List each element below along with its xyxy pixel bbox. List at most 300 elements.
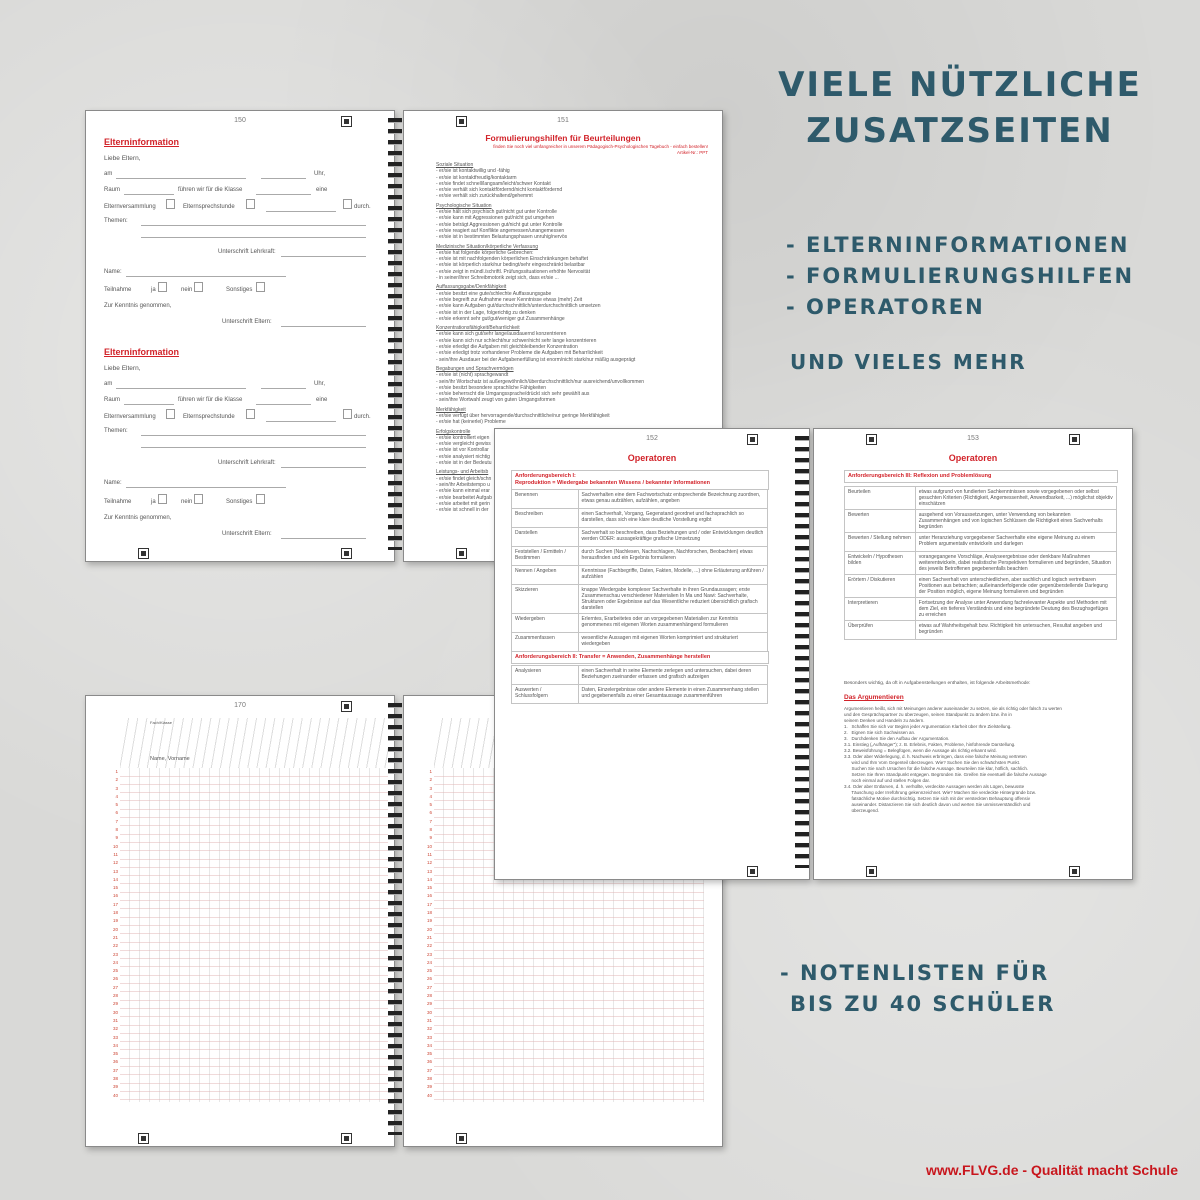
row-numbers (420, 768, 432, 1100)
argument-text (844, 706, 1124, 814)
row-number: 20 (426, 926, 432, 932)
section-title: Anforderungsbereich I: (515, 473, 576, 479)
row-number: 14 (426, 876, 432, 882)
list-item: - er/sie erledigt trotz vorhandener Probleme die Aufgaben mit Beharrlichkeit (436, 350, 603, 357)
table-row (845, 510, 1117, 533)
page-title: Operatoren (948, 453, 998, 463)
row-number: 40 (112, 1092, 118, 1098)
spiral-binding (388, 118, 402, 550)
operator-description: etwas aufgrund von fundierten Sachkenntnissen sowie vorgegebenen oder selbst gesuchten Kriterien (Richtigkeit, Angemessenheit, Anwendbarkeit, ...) möglichst objektiv einschätzen (915, 487, 1116, 510)
qr-code-icon (341, 116, 352, 127)
list-item: - er/sie ist schnell in der (436, 507, 489, 514)
list-item: - er/sie zeigt in mündl./schriftl. Prüfungssituationen erhöhte Nervosität (436, 268, 590, 275)
row-number: 23 (426, 951, 432, 957)
feature-item: - ELTERNINFORMATIONEN (786, 233, 1130, 257)
row-number: 31 (426, 1017, 432, 1023)
operator-description: Fortsetzung der Analyse unter Anwendung fachrelevanter Aspekte und Methoden mit dem Ziel, ein tieferes Verständnis und eine begründete Deutung des Bezughsgefüges zu erreichen (915, 598, 1116, 621)
list-item: - in seiner/ihrer Schreibmotorik zeigt sich, dass er/sie ... (436, 275, 559, 282)
page-170 (85, 695, 395, 1147)
label-ja: ja (151, 287, 156, 293)
section-header (511, 651, 769, 664)
row-number: 18 (112, 910, 118, 916)
label-name: Name: (104, 269, 122, 275)
operator-name: Entwickeln / Hypothesen bilden (845, 552, 916, 575)
text-line: 3.4. Oder aber Entlarven, d. h. verhüllte, verdeckte Aussagen werden als Lügen, bewusste (844, 784, 1025, 789)
qr-code-icon (456, 116, 467, 127)
checkbox[interactable] (194, 494, 203, 504)
operator-description: Sachverhalt so beschreiben, dass Beziehungen und / oder Entwicklungen deutlich werden ODER: aussagekräftige grafische Umsetzung (578, 528, 767, 547)
row-number: 5 (115, 802, 118, 808)
label-durch: durch. (354, 414, 371, 420)
table-row (845, 533, 1117, 552)
operator-name: Beschreiben (512, 509, 579, 528)
list-item: - er/sie verhält sich kontaktfördernd/nicht kontaktfördernd (436, 187, 563, 194)
operator-name: Feststellen / Ermitteln / Bestimmen (512, 547, 579, 566)
operator-description: etwas auf Wahrheitsgehalt bzw. Richtigkeit hin untersuchen, Resultat angeben und begründen (915, 621, 1116, 640)
text-line: 1. Schaffen Sie sich vor Beginn jeder Argumentation Klarheit über Ihre Zielstellung. (844, 724, 1012, 729)
label-themen: Themen: (104, 218, 128, 224)
label-kenntnis: Zur Kenntnis genommen, (104, 515, 172, 521)
row-number: 15 (426, 885, 432, 891)
checkbox[interactable] (194, 282, 203, 292)
row-number: 11 (427, 851, 432, 857)
label-unterschrift-eltern: Unterschrift Eltern: (222, 531, 272, 537)
row-number: 9 (115, 835, 118, 841)
row-number: 7 (429, 818, 432, 824)
label-uhr: Uhr, (314, 381, 326, 387)
note-text: Besonders wichtig, da oft in Aufgabenstellungen enthalten, ist folgende Arbeitsmethode: (844, 681, 1031, 686)
list-item: - sein/ihre Wortwahl zeugt von guten Umgangsformen (436, 397, 556, 404)
list-item: - sein/ihr Wortschatz ist außergewöhnlich/überdurchschnittlich/nur ausreichend/unvollkommen (436, 378, 645, 385)
row-number: 35 (112, 1051, 118, 1057)
list-item: - er/sie kann sich nur schlecht/nur schwer/nicht sehr lange konzentrieren (436, 337, 597, 344)
row-number: 11 (113, 851, 118, 857)
fach-label: Fach/Klasse (150, 720, 173, 725)
list-item: - er/sie bearbeitet Aufgab (436, 494, 492, 501)
list-item: - er/sie findet gleich/schn (436, 475, 492, 482)
table-row (845, 487, 1117, 510)
label-unterschrift-eltern: Unterschrift Eltern: (222, 319, 272, 325)
notenlisten-text (780, 958, 1055, 1020)
label-kenntnis: Zur Kenntnis genommen, (104, 303, 172, 309)
list-item: - er/sie kann einmal erar (436, 488, 490, 495)
list-item: - er/sie beträgt Aggressionen gut/nicht gut unter Kontrolle (436, 221, 563, 228)
section-title: Anforderungsbereich III: Reflexion und Problemlösung (848, 473, 992, 479)
operator-description: Kenntnisse (Fachbegriffe, Daten, Fakten, Modelle, ...) ohne Erläuterung anführen / aufzählen (578, 566, 767, 585)
row-number: 38 (112, 1075, 118, 1081)
page-number: 170 (234, 702, 246, 709)
page-number: 151 (557, 117, 569, 124)
list-item: - er/sie findet schnell/langsam/leicht/schwer Kontakt (436, 180, 551, 187)
list-item: - er/sie kann Aufgaben gut/durchschnittlich/unterdurchschnittlich umsetzen (436, 303, 601, 310)
form-title: Elterninformation (104, 347, 180, 357)
text-line: noch einmal auf und stellen Folgen dar. (844, 778, 931, 783)
row-number: 27 (426, 984, 432, 990)
qr-code-icon (1069, 866, 1080, 877)
label-teilnahme: Teilnahme (104, 287, 132, 293)
row-number: 10 (112, 843, 118, 849)
name-column-header: Name, Vorname (150, 756, 190, 762)
row-number: 29 (426, 1001, 432, 1007)
row-number: 34 (112, 1042, 118, 1048)
list-item: - sein/ihr Arbeitstempo u (436, 481, 490, 488)
label-unterschrift-lehrkraft: Unterschrift Lehrkraft: (218, 460, 276, 466)
row-number: 25 (426, 968, 432, 974)
label-eine: eine (316, 397, 328, 403)
row-number: 22 (112, 943, 118, 949)
list-item: - er/sie ist mit nachfolgenden körperlichen Einschränkungen behaftet (436, 256, 589, 263)
qr-code-icon (747, 434, 758, 445)
row-number: 3 (115, 785, 118, 791)
row-number: 37 (426, 1067, 432, 1073)
qr-code-icon (456, 1133, 467, 1144)
list-item: - sein/ihre Ausdauer bei der Aufgabenerfüllung ist enorm/nicht stark/nur mäßig ausgeprägt (436, 356, 636, 363)
text-line: Setzen Sie Ihren Standpunkt entgegen. Begründen Sie. Greifen Sie eventuell die falsche Aussage (844, 772, 1047, 777)
qr-code-icon (341, 1133, 352, 1144)
list-item: - er/sie verhält sich zurückhaltend/gehemmt (436, 193, 533, 200)
section-header (844, 470, 1118, 483)
list-item: - er/sie kann mit Aggressionen gut/nicht gut umgehen (436, 215, 555, 222)
operator-description: Daten, Einzelergebnisse oder andere Elemente in einen Zusammenhang stellen und gegebenenfalls zu einer Gesamtaussage zusammenführen (578, 685, 767, 704)
checkbox[interactable] (343, 409, 352, 419)
label-teilnahme: Teilnahme (104, 499, 132, 505)
section-heading: Auffassungsgabe/Denkfähigkeit (436, 284, 507, 291)
text-line: Argumentieren heißt, sich mit Meinungen anderer auseinander zu setzen, sie als richtig oder falsch zu werten (844, 706, 1062, 711)
operator-description: einen Sachverhalt in seine Elemente zerlegen und untersuchen, dabei deren Beziehungen zueinander erfassen und grafisch aufzeigen (578, 666, 767, 685)
operator-description: unter Heranziehung vorgegebener Sachverhalte eine eigene Meinung zu einem Problem argumentativ entwickeln und darlegen (915, 533, 1116, 552)
label-elternversammlung: Elternversammlung (104, 414, 156, 420)
row-number: 26 (426, 976, 432, 982)
row-number: 22 (426, 943, 432, 949)
operator-description: Sachverhalten eine dem Fachwortschatz entsprechende Bezeichnung zuordnen, etwas genau aufzählen, aufzählen, angeben (578, 490, 767, 509)
row-number: 36 (112, 1059, 118, 1065)
list-item: - er/sie beherrscht die Umgangssprache/drückt sich sehr gewählt aus (436, 391, 590, 398)
row-number: 13 (112, 868, 118, 874)
checkbox[interactable] (158, 282, 167, 292)
grade-grid[interactable] (120, 768, 388, 1102)
operator-name: Interpretieren (845, 598, 916, 621)
section-heading: Medizinische Situation/körperliche Verfassung (436, 243, 538, 250)
row-number: 2 (115, 777, 118, 783)
row-number: 21 (426, 934, 432, 940)
text-line: Täuschung oder Irreführung gekennzeichnet. Wie? Machen Sie verdeckte Hintergründe bzw. (844, 790, 1037, 795)
subtitle: finden Sie noch viel umfangreicher in unserem Pädagogisch-Psychologischen Tagebuch - einfach bestellen! (493, 144, 708, 149)
row-number: 30 (426, 1009, 432, 1015)
checkbox[interactable] (246, 199, 255, 209)
row-number: 12 (112, 860, 118, 866)
text-line: 3.1. Einstieg („Aufhänger“); z. B. Erlebnis, Fakten, Probleme, hinführende Darstellung. (844, 742, 1016, 747)
operator-name: Auswerten / Schlussfolgern (512, 685, 579, 704)
operator-table (511, 665, 768, 704)
table-row (512, 566, 768, 585)
table-row (512, 547, 768, 566)
row-number: 28 (112, 993, 118, 999)
list-item: - er/sie ist kontaktfreudig/kontaktarm (436, 174, 517, 181)
qr-code-icon (866, 866, 877, 877)
row-number: 14 (112, 876, 118, 882)
row-number: 38 (426, 1075, 432, 1081)
label-durch: durch. (354, 204, 371, 210)
operator-name: Benennen (512, 490, 579, 509)
section-heading: Psychologische Situation (436, 202, 492, 209)
headline-line-1: VIELE NÜTZLICHE (778, 65, 1142, 105)
list-item: - er/sie begreift zur Aufnahme neuer Kenntnisse etwas (mehr) Zeit (436, 296, 583, 303)
list-item: - er/sie ist körperlich stark/nur bedingt/sehr eingeschränkt belastbar (436, 262, 585, 269)
list-item: - er/sie verfügt über hervorragende/durchschnittliche/nur geringe Merkfähigkeit (436, 412, 610, 419)
row-number: 17 (426, 901, 432, 907)
row-number: 24 (426, 959, 432, 965)
row-number: 26 (112, 976, 118, 982)
row-number: 37 (112, 1067, 118, 1073)
operator-name: Erörtern / Diskutieren (845, 575, 916, 598)
feature-list (786, 230, 1134, 323)
text-line: 2. Eignen Sie sich Sachwissen an. (844, 730, 916, 735)
row-number: 8 (115, 827, 118, 833)
row-numbers (106, 768, 118, 1100)
section-heading: Konzentrationsfähigkeit/Beharrlichkeit (436, 325, 520, 332)
checkbox[interactable] (166, 409, 175, 419)
label-raum: Raum (104, 397, 121, 403)
text-line: und den Gesprächspartner zu überzeugen, seinen Standpunkt zu ändern bzw. ihn in (844, 712, 1012, 717)
list-item: - er/sie vergleicht gewiss (436, 441, 491, 448)
label-fuehren: führen wir für die Klasse (178, 397, 243, 403)
row-number: 2 (429, 777, 432, 783)
list-item: - er/sie ist (nicht) sprachgewandt (436, 372, 509, 379)
list-item: - er/sie ist in bestimmten Belastungsphasen unruhig/nervös (436, 234, 568, 241)
operator-description: wesentliche Aussagen mit eigenen Worten komprimiert und strukturiert wiedergeben (578, 633, 767, 652)
row-number: 16 (112, 893, 118, 899)
row-number: 15 (112, 885, 118, 891)
row-number: 9 (429, 835, 432, 841)
table-row (845, 598, 1117, 621)
headline-line-2: ZUSATZSEITEN (806, 111, 1114, 151)
table-row (512, 528, 768, 547)
operator-table (511, 489, 768, 652)
text-line: wird und Ihm Vom Gegenteil überzeugen. Wie? Suchen Sie den schwächsten Punkt. (844, 760, 1021, 765)
operator-description: ausgehend von Voraussetzungen, unter Verwendung von bekannten Zusammenhängen und von logischen Schlüssen die Richtigkeit eines Sachverhalts begründen (915, 510, 1116, 533)
row-number: 19 (426, 918, 432, 924)
list-item: - er/sie kontrolliert eigen (436, 434, 490, 441)
list-item: - er/sie kann sich gut/sehr lange/ausdauernd konzentrieren (436, 331, 567, 338)
list-item: - er/sie ist in der Bedeutu (436, 460, 492, 467)
list-item: - er/sie erkennt sehr gut/gut/weniger gut Zusammenhänge (436, 315, 565, 322)
row-number: 6 (115, 810, 118, 816)
row-number: 34 (426, 1042, 432, 1048)
section-heading: Merkfähigkeit (436, 406, 466, 413)
row-number: 6 (429, 810, 432, 816)
operator-description: Erlerntes, Erarbeitetes oder an vorgegebenen Materialien zur Kenntnis genommenes mit eigenen Worten zusammenhängend formulieren (578, 614, 767, 633)
row-number: 32 (112, 1026, 118, 1032)
footer-link[interactable]: www.FLVG.de - Qualität macht Schule (925, 1162, 1178, 1178)
row-number: 16 (426, 893, 432, 899)
table-row (512, 614, 768, 633)
row-number: 33 (112, 1034, 118, 1040)
row-number: 21 (112, 934, 118, 940)
feature-item: - OPERATOREN (786, 295, 985, 319)
list-item: - er/sie analysiert nichtig (436, 453, 490, 460)
label-elternversammlung: Elternversammlung (104, 204, 156, 210)
text-line: seinem Denken und Handeln zu ändern. (844, 718, 925, 723)
qr-code-icon (341, 701, 352, 712)
list-item: - er/sie reagiert auf Konflikte angemessen/unangemessen (436, 227, 565, 234)
checkbox[interactable] (256, 282, 265, 292)
feature-item: - FORMULIERUNGSHILFEN (786, 264, 1135, 288)
checkbox[interactable] (343, 199, 352, 209)
row-number: 8 (429, 827, 432, 833)
checkbox[interactable] (256, 494, 265, 504)
label-am: am (104, 171, 113, 177)
row-number: 1 (429, 769, 432, 774)
label-sonstiges: Sonstiges (226, 287, 253, 293)
table-row (512, 490, 768, 509)
list-item: - er/sie besitzt eine gute/schlechte Auffassungsgabe (436, 290, 552, 297)
salutation: Liebe Eltern, (104, 365, 141, 372)
row-number: 27 (112, 984, 118, 990)
operator-name: Wiedergeben (512, 614, 579, 633)
row-number: 23 (112, 951, 118, 957)
table-row (512, 509, 768, 528)
argument-title: Das Argumentieren (844, 694, 904, 701)
qr-code-icon (747, 866, 758, 877)
label-themen: Themen: (104, 428, 128, 434)
row-number: 12 (426, 860, 432, 866)
row-number: 13 (426, 868, 432, 874)
article-number: Artikel-Nr.: PPT (676, 150, 708, 155)
page-number: 152 (646, 435, 658, 442)
operator-name: Darstellen (512, 528, 579, 547)
qr-code-icon (138, 548, 149, 559)
page-number: 150 (234, 117, 246, 124)
label-sonstiges: Sonstiges (226, 499, 253, 505)
row-number: 10 (426, 843, 432, 849)
operator-name: Bewerten (845, 510, 916, 533)
table-row (512, 666, 768, 685)
page-title: Operatoren (627, 453, 677, 463)
qr-code-icon (341, 548, 352, 559)
operator-name: Zusammenfassen (512, 633, 579, 652)
list-item: - er/sie besitzt besondere sprachliche Fähigkeiten (436, 384, 547, 391)
row-number: 3 (429, 785, 432, 791)
list-item: - er/sie hält sich psychisch gut/nicht gut unter Kontrolle (436, 209, 557, 216)
section-heading: Erfolgskontrolle (436, 428, 471, 435)
operator-description: einen Sachverhalt von unterschiedlichen, aber sachlich und logisch vertretbaren Positionen aus betrachten; außeinanderfolgende oder gegenüberstellende Darlegung der Position möglich, eigene Meinung formulieren und begründen (915, 575, 1116, 598)
row-number: 20 (112, 926, 118, 932)
table-row (512, 585, 768, 614)
row-number: 18 (426, 910, 432, 916)
text-line: auseinander. Distanzieren Sie sich deutlich davon und werten Sie unmissverständlich und (844, 802, 1031, 807)
row-number: 35 (426, 1051, 432, 1057)
headline (750, 62, 1170, 154)
operator-table (844, 486, 1117, 640)
spiral-binding (795, 436, 809, 868)
list-item: - er/sie ist in der Lage, folgerichtig zu denken (436, 309, 536, 316)
row-number: 39 (112, 1084, 118, 1090)
operator-name: Bewerten / Stellung nehmen (845, 533, 916, 552)
form-title: Elterninformation (104, 137, 180, 147)
section-title: Anforderungsbereich II: Transfer = Anwenden, Zusammenhänge herstellen (515, 654, 711, 660)
qr-code-icon (1069, 434, 1080, 445)
operator-name: Skizzieren (512, 585, 579, 614)
operator-description: einen Sachverhalt, Vorgang, Gegenstand geordnet und fachsprachlich so darstellen, dass sich eine klare deutliche Vorstellung ergibt (578, 509, 767, 528)
text-line: 3.2. Beweisführung = Belegfügen, wenn die Aussage als richtig erkannt wird. (844, 748, 997, 753)
row-number: 1 (115, 769, 118, 774)
row-number: 28 (426, 993, 432, 999)
label-nein: nein (181, 499, 193, 505)
row-number: 30 (112, 1009, 118, 1015)
page-number: 153 (967, 435, 979, 442)
label-uhr: Uhr, (314, 171, 326, 177)
row-number: 17 (112, 901, 118, 907)
qr-code-icon (138, 1133, 149, 1144)
checkbox[interactable] (166, 199, 175, 209)
section-heading: Begabungen und Sprachvermögen (436, 365, 514, 372)
label-name: Name: (104, 480, 122, 486)
list-item: - er/sie hat (keinerlei) Probleme (436, 419, 506, 426)
section-heading: Soziale Situation (436, 162, 474, 168)
table-row (845, 552, 1117, 575)
table-row (845, 575, 1117, 598)
operator-description: vorangegangene Vorschläge, Analyseergebnisse oder denkbare Maßnahmen weiterentwickeln, dabei realistische Perspektiven formulieren und begründen, Situation des jeweils Betroffenen gegebenenfalls beachten (915, 552, 1116, 575)
operator-name: Analysieren (512, 666, 579, 685)
operator-description: durch Suchen (Nachlesen, Nachschlagen, Nachforschen, Beobachten) etwas herausfinden und ein Ergebnis formulieren (578, 547, 767, 566)
list-item: - er/sie arbeitet mit gerin (436, 500, 490, 507)
checkbox[interactable] (158, 494, 167, 504)
row-number: 36 (426, 1059, 432, 1065)
notenlisten-line-1: - NOTENLISTEN FÜR (780, 961, 1050, 985)
operator-name: Beurteilen (845, 487, 916, 510)
operator-name: Nennen / Angeben (512, 566, 579, 585)
more-text: UND VIELES MEHR (790, 350, 1027, 374)
label-raum: Raum (104, 187, 121, 193)
operator-name: Überprüfen (845, 621, 916, 640)
page-title: Formulierungshilfen für Beurteilungen (485, 133, 641, 143)
row-number: 40 (426, 1092, 432, 1098)
qr-code-icon (456, 548, 467, 559)
text-line: 3. Durchdenken Sie den Aufbau der Argumentation. (844, 736, 950, 741)
list-item: - er/sie ist kontaktwillig und -fähig (436, 168, 510, 175)
row-number: 5 (429, 802, 432, 808)
list-item: - er/sie ist vor Kontrollar (436, 447, 489, 454)
operator-description: knappe Wiedergabe komplexer Sachverhalte in ihren Grundaussagen; erste Zusammenschau verschiedener Materialien In Ma und Nawi: Sachverhalte, Strukturen oder Ergebnisse auf das Wesentliche reduziert übersichtlich grafisch darstellen (578, 585, 767, 614)
label-am: am (104, 381, 113, 387)
checkbox[interactable] (246, 409, 255, 419)
row-number: 33 (426, 1034, 432, 1040)
row-number: 25 (112, 968, 118, 974)
row-number: 4 (115, 793, 118, 799)
notenlisten-line-2: BIS ZU 40 SCHÜLER (790, 992, 1056, 1016)
section-heading: Leistungs- und Arbeitsb (436, 469, 489, 476)
row-number: 31 (112, 1017, 118, 1023)
page-153 (813, 428, 1133, 880)
row-number: 24 (112, 959, 118, 965)
row-number: 4 (429, 793, 432, 799)
text-line: überzeugend. (844, 808, 880, 813)
salutation: Liebe Eltern, (104, 155, 141, 162)
label-eine: eine (316, 187, 328, 193)
list-item: - er/sie erledigt die Aufgaben mit gleichbleibender Konzentration (436, 344, 578, 351)
label-ja: ja (151, 499, 156, 505)
page-150 (85, 110, 395, 562)
table-row (512, 685, 768, 704)
label-elternsprechstunde: Elternsprechstunde (183, 204, 235, 210)
text-line: fatsächliche Motive durchsichtig. Setzen Sie sich mit der versteckten Behauptung offensiv (844, 796, 1031, 801)
row-number: 32 (426, 1026, 432, 1032)
row-number: 19 (112, 918, 118, 924)
section-header (511, 470, 769, 490)
row-number: 29 (112, 1001, 118, 1007)
spiral-binding (388, 703, 402, 1135)
label-unterschrift-lehrkraft: Unterschrift Lehrkraft: (218, 249, 276, 255)
